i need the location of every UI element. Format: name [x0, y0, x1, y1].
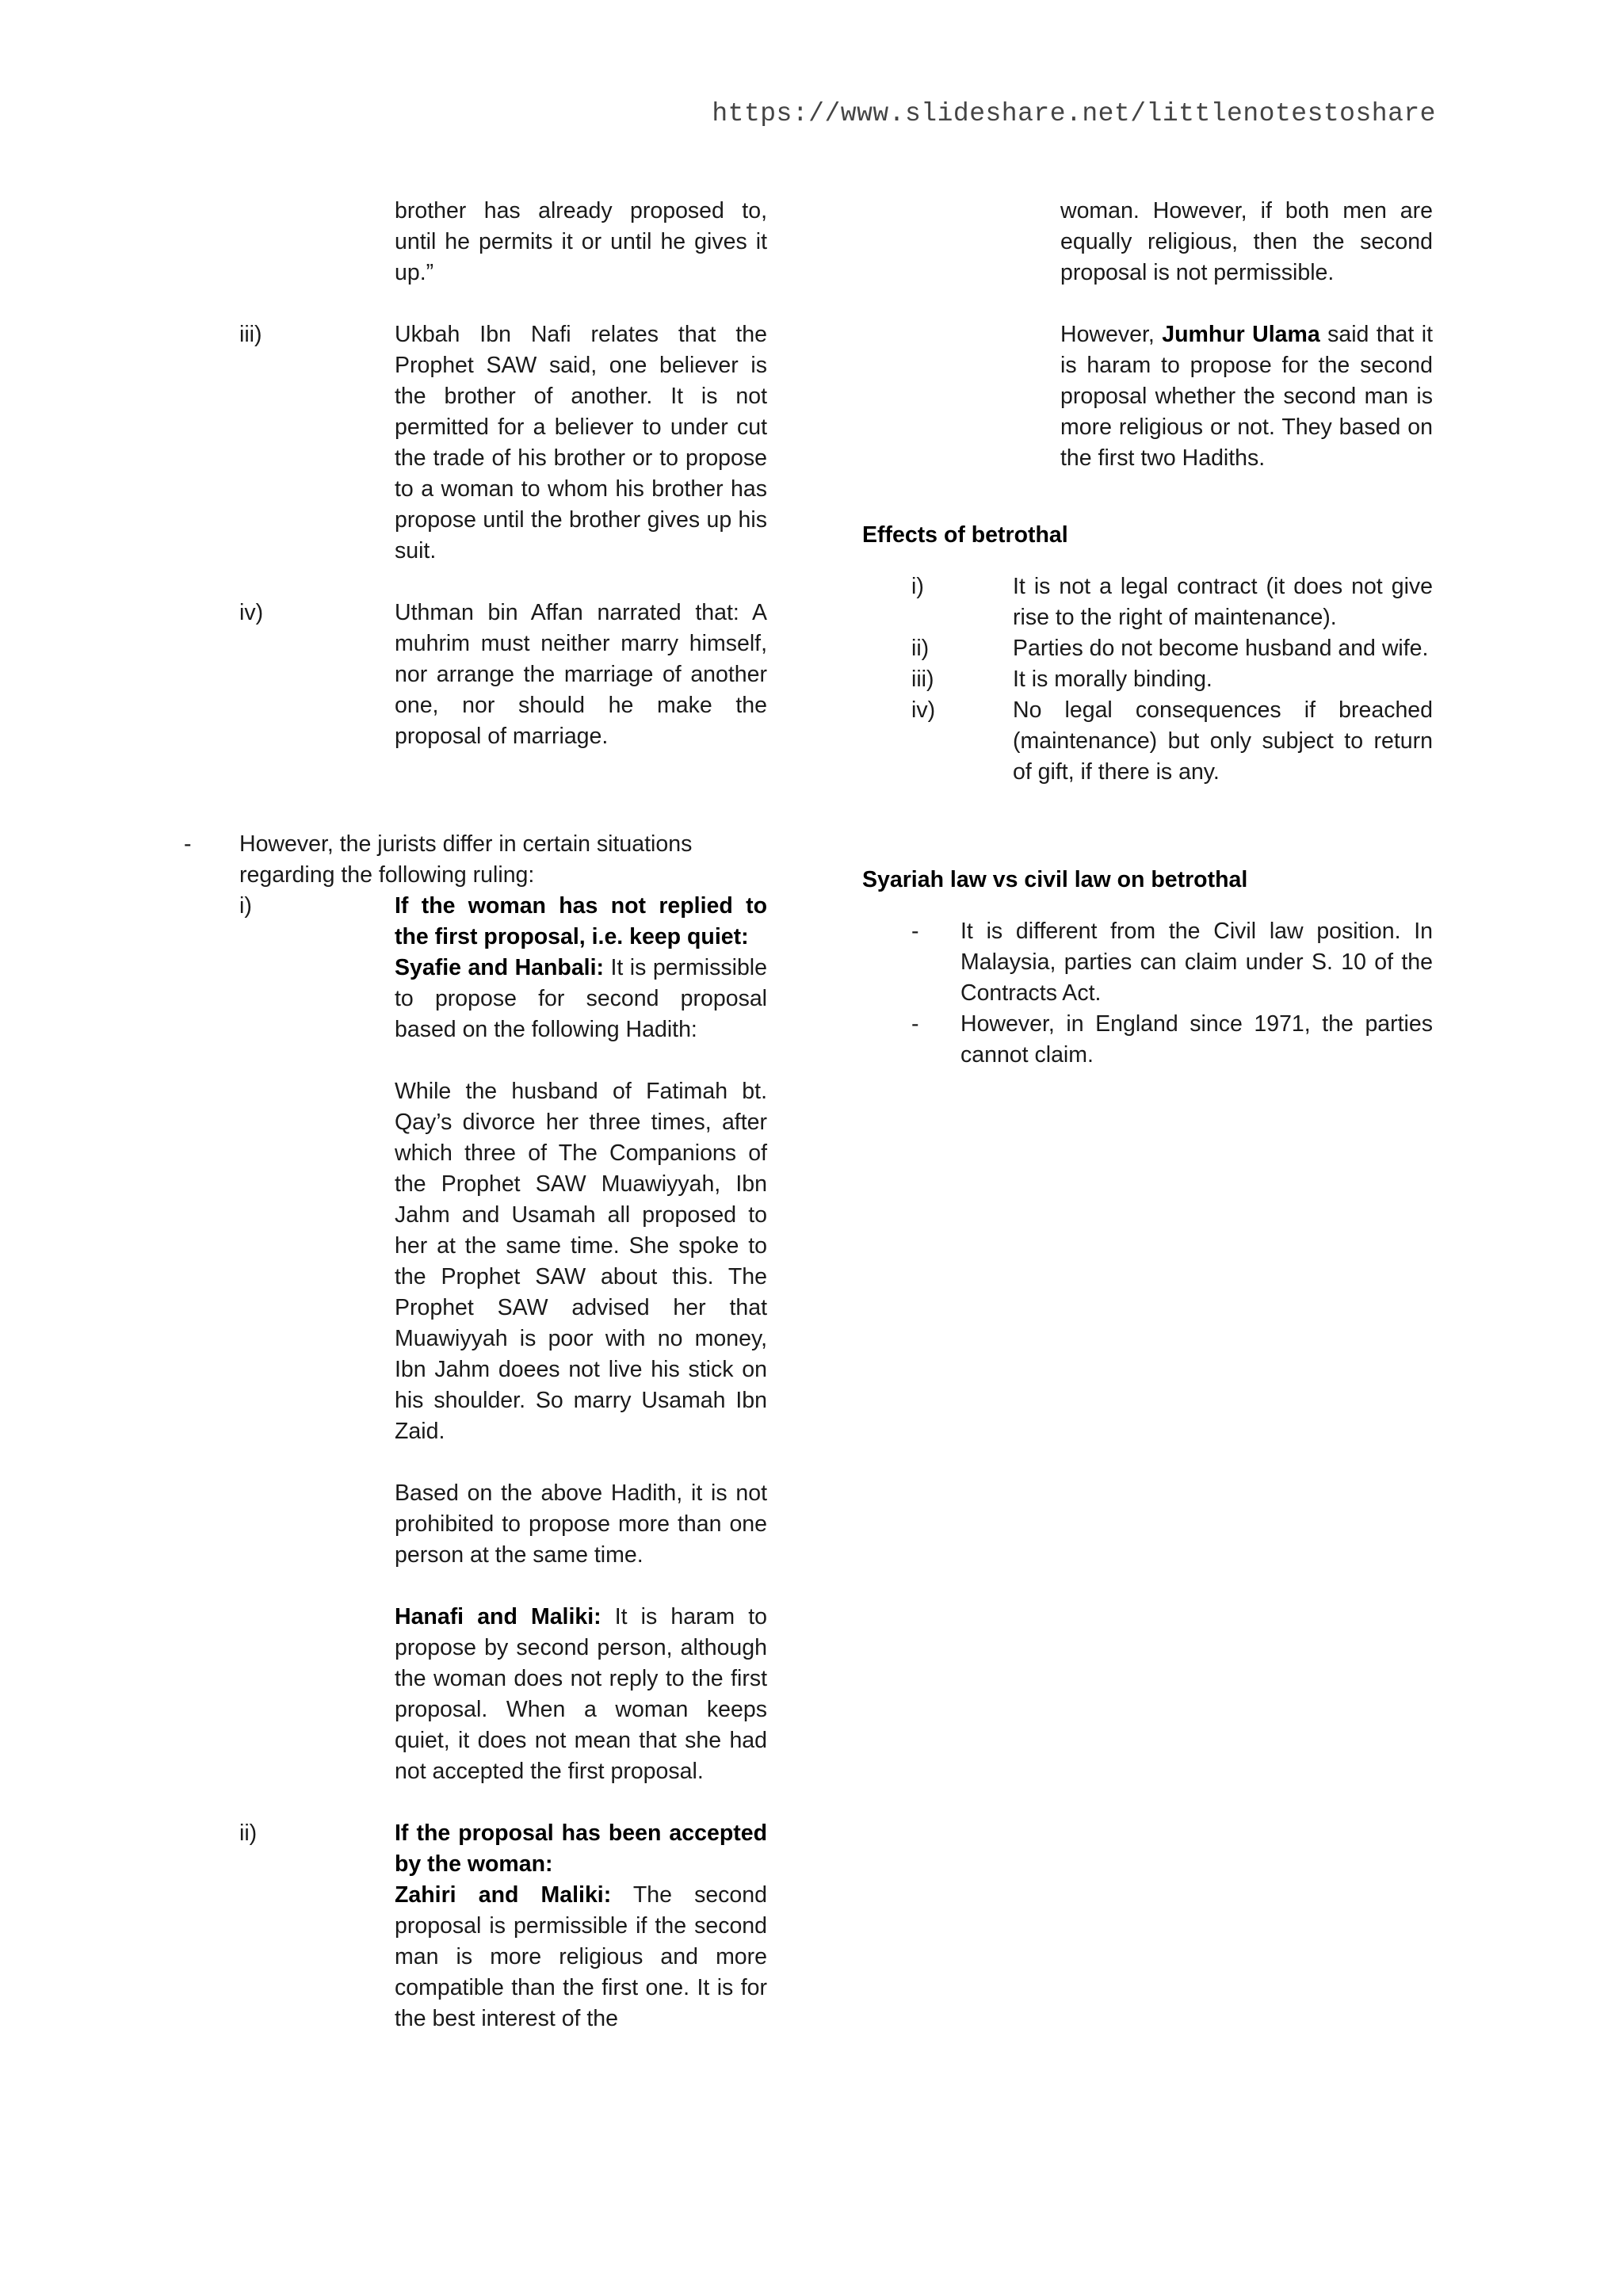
- left-column: [184, 196, 767, 2034]
- item-text: It is different from the Civil law position. In Malaysia, parties can claim under S. 10 of the Contracts Act.: [960, 919, 1433, 1006]
- continuation-paragraph: woman. However, if both men are equally religious, then the second proposal is not permissible.: [1060, 198, 1433, 285]
- item-number: ii): [911, 636, 930, 661]
- item-text: No legal consequences if breached (maintenance) but only subject to return of gift, if there is any.: [1013, 697, 1433, 785]
- sub-item-i-text: [395, 891, 767, 1045]
- hanafi-paragraph: [395, 1602, 767, 1787]
- item-number: ii): [239, 1820, 258, 1846]
- item-number: iv): [911, 697, 936, 723]
- list-item-iv: [239, 598, 767, 752]
- item-number: iv): [239, 600, 264, 625]
- sub-item-heading: If the woman has not replied to the first proposal, i.e. keep quiet:: [395, 893, 767, 949]
- item-text: Uthman bin Affan narrated that: A muhrim must neither marry himself, nor arrange the marriage of another one, nor should he make the proposal of marriage.: [395, 600, 767, 749]
- list-item: [862, 916, 1433, 1009]
- item-text: Ukbah Ibn Nafi relates that the Prophet SAW said, one believer is the brother of another. It is not permitted for a believer to under cut the trade of his brother or to propose to a woman to whom his brother has propose until the brother gives up his suit.: [395, 322, 767, 563]
- list-item: [862, 633, 1433, 664]
- jumhur-ulama-bold: Jumhur Ulama: [1162, 322, 1320, 347]
- opinion-lead: Syafie and Hanbali:: [395, 955, 605, 980]
- sub-item-ii-text: [395, 1818, 767, 2034]
- syariah-heading: Syariah law vs civil law on betrothal: [862, 867, 1248, 892]
- opinion-lead: Zahiri and Maliki:: [395, 1882, 612, 1908]
- item-number: i): [239, 893, 252, 919]
- sub-item-ii: [239, 1818, 767, 2034]
- opinion-lead: Hanafi and Maliki:: [395, 1604, 601, 1629]
- sub-item-i: [239, 891, 767, 1787]
- list-item: [862, 664, 1433, 695]
- jurists-bullet: [184, 829, 767, 891]
- right-column: [862, 196, 1433, 1071]
- list-item: [862, 1009, 1433, 1071]
- opinion-text: It is haram to propose by second person, although the woman does not reply to the first proposal. When a woman keeps quiet, it does not mean that she had not accepted the first proposal.: [395, 1604, 767, 1784]
- effects-list: [862, 571, 1433, 788]
- list-item: [862, 571, 1433, 633]
- jumhur-paragraph: However, Jumhur Ulama said that it is haram to propose for the second proposal whether the second man is more religious or not. They based on the first two Hadiths.: [1060, 322, 1433, 471]
- item-text: It is morally binding.: [1013, 667, 1212, 692]
- item-number: i): [911, 574, 924, 599]
- sub-item-heading: If the proposal has been accepted by the woman:: [395, 1820, 767, 1877]
- item-number: iii): [239, 322, 262, 347]
- item-text: Parties do not become husband and wife.: [1013, 636, 1429, 661]
- list-item: [862, 695, 1433, 788]
- item-text: It is not a legal contract (it does not give rise to the right of maintenance).: [1013, 574, 1433, 630]
- opinion-text: The second proposal is permissible if the second man is more religious and more compatible than the first one. It is for the best interest of the: [395, 1882, 767, 2031]
- bullet-dash: -: [911, 919, 919, 944]
- opinion-text: It is permissible to propose for second proposal based on the following Hadith:: [395, 955, 767, 1042]
- continuation-paragraph: brother has already proposed to, until he permits it or until he gives it up.”: [395, 198, 767, 285]
- list-item-iii: [239, 319, 767, 567]
- effects-heading: Effects of betrothal: [862, 522, 1068, 548]
- item-text: However, in England since 1971, the parties cannot claim.: [960, 1011, 1433, 1068]
- bullet-text: However, the jurists differ in certain situations regarding the following ruling:: [239, 831, 693, 888]
- bullet-dash: -: [184, 831, 192, 857]
- hadith-paragraph: While the husband of Fatimah bt. Qay’s divorce her three times, after which three of The Companions of the Prophet SAW Muawiyyah, Ibn Jahm and Usamah all proposed to her at the same time. She spoke to the Prophet SAW about this. The Prophet SAW advised her that Muawiyyah is poor with no money, Ibn Jahm doees not live his stick on his shoulder. So marry Usamah Ibn Zaid.: [395, 1079, 767, 1444]
- syariah-list: [862, 916, 1433, 1071]
- source-url: https://www.slideshare.net/littlenotestoshare: [712, 99, 1436, 128]
- bullet-dash: -: [911, 1011, 919, 1037]
- item-number: iii): [911, 667, 934, 692]
- based-paragraph: Based on the above Hadith, it is not prohibited to propose more than one person at the same time.: [395, 1480, 767, 1568]
